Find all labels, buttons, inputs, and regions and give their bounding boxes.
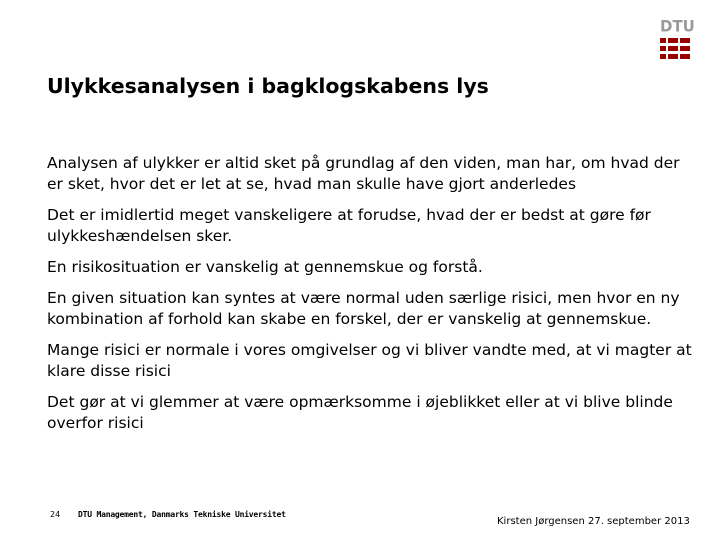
body-paragraph: Det gør at vi glemmer at være opmærksomme i øjeblikket eller at vi blive blinde overfor risici bbox=[47, 393, 673, 432]
footer-organization: DTU Management, Danmarks Tekniske Universitet bbox=[78, 510, 286, 519]
dtu-logo bbox=[660, 16, 695, 68]
body-paragraph: Analysen af ulykker er altid sket på grundlag af den viden, man har, om hvad der er sket, hvor det er let at se, hvad man skulle have gjort anderledes bbox=[47, 154, 680, 193]
body-paragraph: En risikosituation er vanskelig at gennemskue og forstå. bbox=[47, 258, 483, 276]
dtu-logo-bars-icon bbox=[660, 38, 690, 62]
slide-body bbox=[47, 153, 697, 444]
slide-title: Ulykkesanalysen i bagklogskabens lys bbox=[47, 74, 489, 98]
page-number: 24 bbox=[50, 510, 61, 519]
body-paragraph: Mange risici er normale i vores omgivelser og vi bliver vandte med, at vi magter at klare disse risici bbox=[47, 341, 692, 380]
logo-bar-row bbox=[660, 54, 690, 59]
body-paragraph: Det er imidlertid meget vanskeligere at forudse, hvad der er bedst at gøre før ulykkeshændelsen sker. bbox=[47, 206, 651, 245]
logo-bar-row bbox=[660, 46, 690, 51]
dtu-logo-text: DTU bbox=[660, 16, 695, 36]
body-paragraph: En given situation kan syntes at være normal uden særlige risici, men hvor en ny kombination af forhold kan skabe en forskel, der er vanskelig at gennemskue. bbox=[47, 289, 680, 328]
logo-bar-row bbox=[660, 38, 690, 43]
footer-author-date: Kirsten Jørgensen 27. september 2013 bbox=[497, 516, 690, 527]
